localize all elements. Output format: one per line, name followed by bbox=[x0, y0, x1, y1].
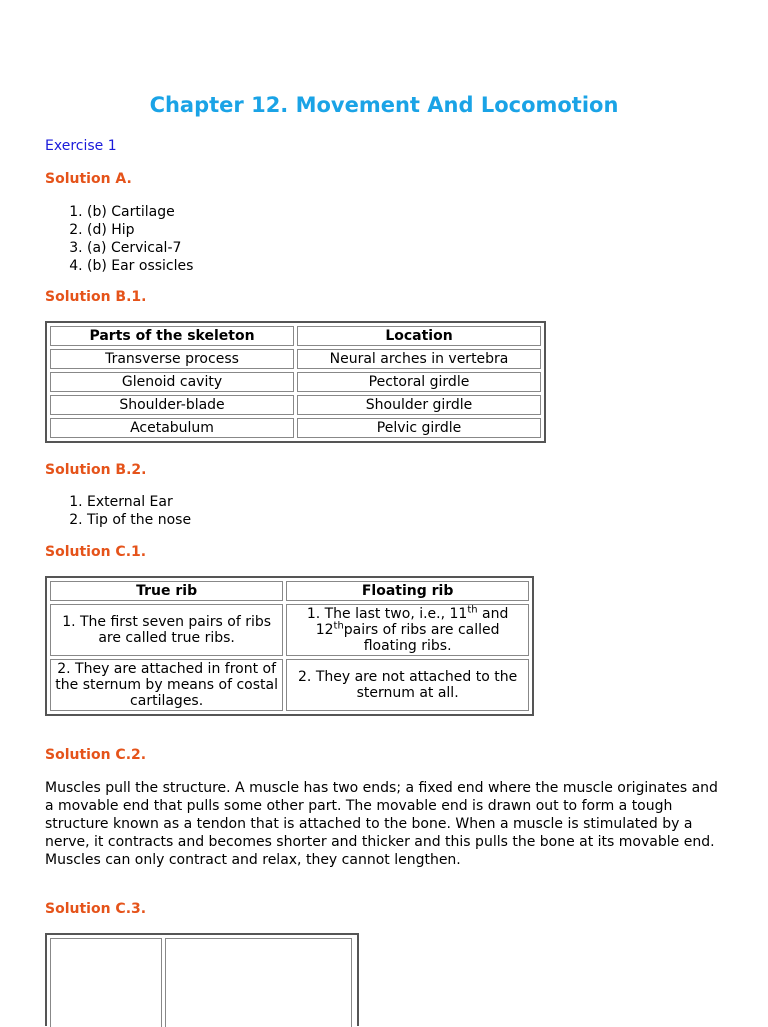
cell-text: and 12 bbox=[315, 606, 509, 638]
table-cell: 2. They are attached in front of the sternum by means of costal cartilages. bbox=[50, 659, 283, 711]
list-item: 2. (d) Hip bbox=[87, 221, 193, 239]
table-header-row bbox=[50, 326, 541, 346]
skeleton-location-table bbox=[45, 321, 546, 443]
table-header-cell: Parts of the skeleton bbox=[50, 326, 294, 346]
table-row bbox=[50, 418, 541, 438]
table-cell: 1. The first seven pairs of ribs are called true ribs. bbox=[50, 604, 283, 656]
ribs-table bbox=[45, 576, 534, 716]
table-row bbox=[50, 659, 529, 711]
table-cell: Acetabulum bbox=[50, 418, 294, 438]
table-cell: Transverse process bbox=[50, 349, 294, 369]
table-cell bbox=[50, 938, 162, 1027]
table-cell: Neural arches in vertebra bbox=[297, 349, 541, 369]
solution-c2-paragraph: Muscles pull the structure. A muscle has two ends; a fixed end where the muscle originates and a movable end that pulls some other part. The movable end is drawn out to form a tough structure known as a tendon that is attached to the bone. When a muscle is stimulated by a nerve, it contracts and becomes shorter and thicker and this pulls the bone at its movable end. Muscles can only contract and relax, they cannot lengthen. bbox=[45, 780, 718, 868]
cell-text: 1. The last two, i.e., 11 bbox=[306, 606, 468, 622]
table-cell: Pelvic girdle bbox=[297, 418, 541, 438]
solution-a-list bbox=[45, 203, 193, 275]
superscript: th bbox=[467, 604, 478, 616]
table-header-row bbox=[50, 581, 529, 601]
superscript: th bbox=[333, 620, 344, 632]
solution-a-heading: Solution A. bbox=[45, 171, 132, 187]
table-cell: Pectoral girdle bbox=[297, 372, 541, 392]
table-cell: Shoulder-blade bbox=[50, 395, 294, 415]
solution-c3-heading: Solution C.3. bbox=[45, 901, 147, 917]
list-item: 2. Tip of the nose bbox=[87, 511, 191, 529]
table-cell bbox=[165, 938, 352, 1027]
list-item: 1. External Ear bbox=[87, 493, 191, 511]
solution-c3-table bbox=[45, 933, 359, 1026]
table-cell: Glenoid cavity bbox=[50, 372, 294, 392]
table-cell: Shoulder girdle bbox=[297, 395, 541, 415]
table-cell: 2. They are not attached to the sternum at all. bbox=[286, 659, 529, 711]
table-header-cell: Floating rib bbox=[286, 581, 529, 601]
table-header-cell: Location bbox=[297, 326, 541, 346]
exercise-heading: Exercise 1 bbox=[45, 138, 117, 154]
list-item: 3. (a) Cervical-7 bbox=[87, 239, 193, 257]
table-row bbox=[50, 395, 541, 415]
solution-b2-heading: Solution B.2. bbox=[45, 462, 147, 478]
table-cell bbox=[286, 604, 529, 656]
table-row bbox=[50, 349, 541, 369]
page-title: Chapter 12. Movement And Locomotion bbox=[149, 93, 619, 117]
solution-c1-heading: Solution C.1. bbox=[45, 544, 147, 560]
solution-b2-list bbox=[45, 493, 191, 529]
cell-text: pairs of ribs are called floating ribs. bbox=[343, 622, 500, 654]
solution-c2-heading: Solution C.2. bbox=[45, 747, 147, 763]
table-header-cell: True rib bbox=[50, 581, 283, 601]
list-item: 4. (b) Ear ossicles bbox=[87, 257, 193, 275]
list-item: 1. (b) Cartilage bbox=[87, 203, 193, 221]
table-row bbox=[50, 604, 529, 656]
solution-b1-heading: Solution B.1. bbox=[45, 289, 147, 305]
table-row bbox=[50, 372, 541, 392]
